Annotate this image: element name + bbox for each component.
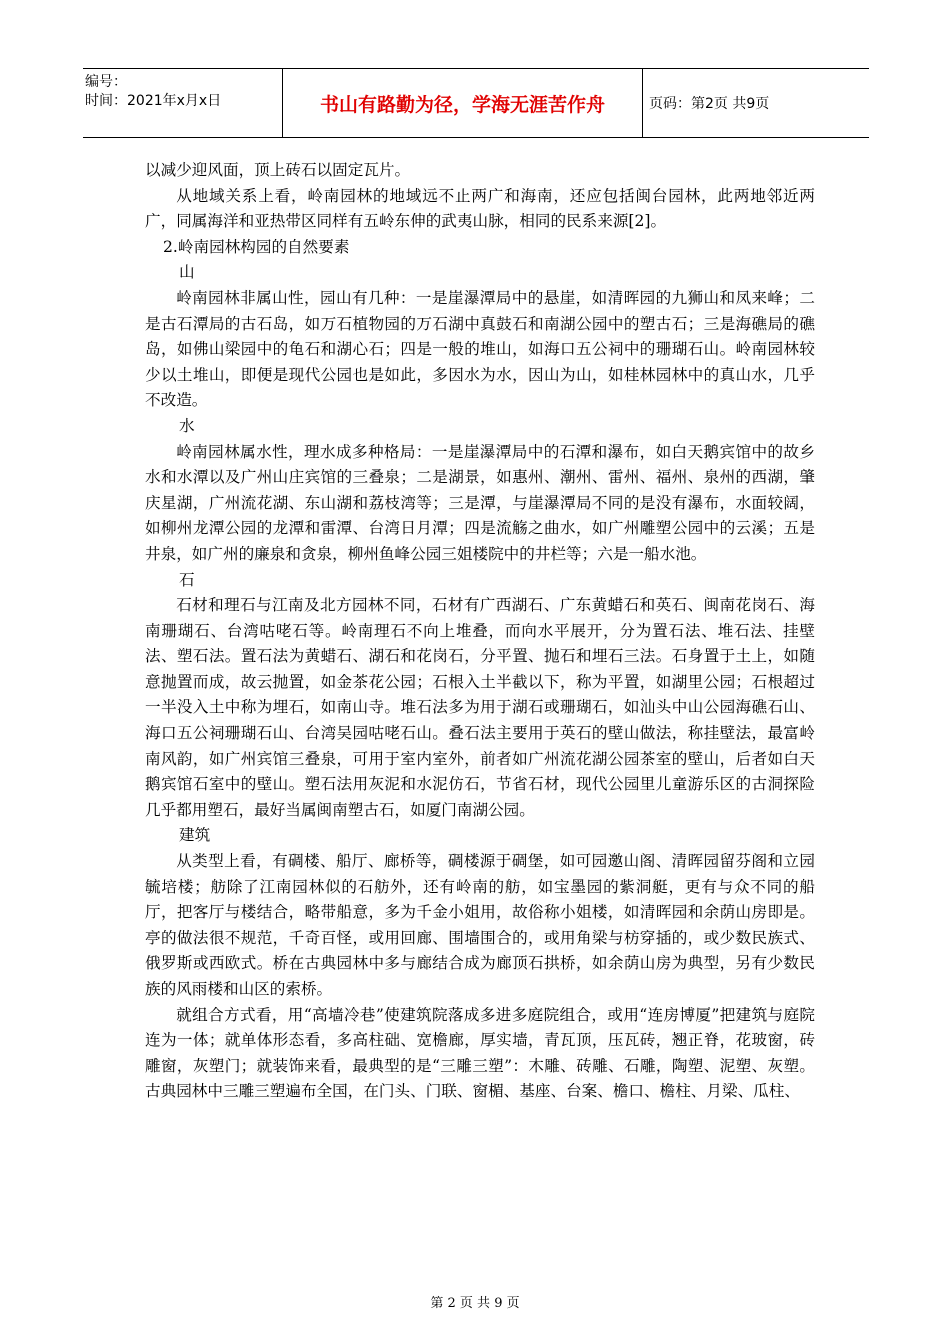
- document-body: [145, 158, 815, 1105]
- paragraph-mountain: 岭南园林非属山性，园山有几种：一是崖瀑潭局中的悬崖，如清晖园的九狮山和凤来峰；二是古石潭局的古石岛，如万石植物园的万石湖中真鼓石和南湖公园中的塑古石；三是海礁局的礁岛，如佛山梁园中的龟石和湖心石；四是一般的堆山，如海口五公祠中的珊瑚石山。岭南园林较少以土堆山，即便是现代公园也是如此，多因水为水，因山为山，如桂林园林中的真山水，几乎不改造。: [145, 288, 815, 410]
- subheading-stone: 石: [179, 570, 195, 589]
- page-header: [83, 68, 869, 138]
- header-meta: [83, 69, 283, 137]
- document-date: 时间：2021年x月x日: [85, 93, 222, 109]
- paragraph-water: 岭南园林属水性，理水成多种格局：一是崖瀑潭局中的石潭和瀑布，如白天鹅宾馆中的故乡水和水潭以及广州山庄宾馆的三叠泉；二是湖景，如惠州、潮州、雷州、福州、泉州的西湖，肇庆星湖，广州流花湖、东山湖和荔枝湾等；三是潭，与崖瀑潭局不同的是没有瀑布，水面较阔，如柳州龙潭公园的龙潭和雷潭、台湾日月潭；四是流觞之曲水，如广州雕塑公园中的云溪；五是井泉，如广州的廉泉和贪泉，柳州鱼峰公园三姐楼院中的井栏等；六是一船水池。: [145, 442, 815, 563]
- paragraph-stone: 石材和理石与江南及北方园林不同，石材有广西湖石、广东黄蜡石和英石、闽南花岗石、海南珊瑚石、台湾咕咾石等。岭南理石不向上堆叠，而向水平展开，分为置石法、堆石法、挂壁法、塑石法。置石法为黄蜡石、湖石和花岗石，分平置、抛石和埋石三法。石身置于土上，如随意抛置而成，故云抛置，如金茶花公园；石根入土半截以下，称为平置，如湖里公园；石根超过一半没入土中称为埋石，如南山寺。堆石法多为用于湖石或珊瑚石，如汕头中山公园海礁石山、海口五公祠珊瑚石山、台湾吴园咕咾石山。叠石法主要用于英石的壁山做法，称挂壁法，最富岭南风韵，如广州宾馆三叠泉，可用于室内室外，前者如广州流花湖公园茶室的壁山，后者如白天鹅宾馆石室中的壁山。塑石法用灰泥和水泥仿石，节省石材，现代公园里儿童游乐区的古洞探险几乎都用塑石，最好当属闽南塑古石，如厦门南湖公园。: [145, 596, 815, 819]
- subheading-water: 水: [179, 416, 195, 435]
- paragraph-combination: 就组合方式看，用“高墙冷巷”使建筑院落成多进多庭院组合，或用“连房博厦”把建筑与庭院连为一体；就单体形态看，多高柱础、宽檐廊，厚实墙，青瓦顶，压瓦砖，翘正脊，花玻窗，砖雕窗，灰塑门；就装饰来看，最典型的是“三雕三塑”：木雕、砖雕、石雕，陶塑、泥塑、灰塑。古典园林中三雕三塑遍布全国，在门头、门联、窗楣、基座、台案、檐口、檐柱、月梁、瓜柱、: [145, 1005, 815, 1101]
- paragraph: 以减少迎风面，顶上砖石以固定瓦片。: [145, 161, 411, 179]
- subheading-mountain: 山: [179, 263, 195, 282]
- paragraph: 从地域关系上看，岭南园林的地域远不止两广和海南，还应包括闽台园林，此两地邻近两广，同属海洋和亚热带区同样有五岭东伸的武夷山脉，相同的民系来源[2]。: [145, 186, 815, 231]
- subheading-building: 建筑: [179, 826, 211, 845]
- header-motto: 书山有路勤为径，学海无涯苦作舟: [283, 69, 643, 137]
- header-page-info: 页码：第2页 共9页: [649, 96, 770, 112]
- paragraph-building: 从类型上看，有碉楼、船厅、廊桥等，碉楼源于碉堡，如可园邀山阁、清晖园留芬阁和立园毓培楼；舫除了江南园林似的石舫外，还有岭南的舫，如宝墨园的紫洞艇，更有与众不同的船厅，把客厅与楼结合，略带船意，多为千金小姐用，故俗称小姐楼，如清晖园和余荫山房即是。亭的做法很不规范，千奇百怪，或用回廊、围墙围合的，或用角梁与枋穿插的，或少数民族式、俄罗斯或西欧式。桥在古典园林中多与廊结合成为廊顶石拱桥，如余荫山房为典型，另有少数民族的风雨楼和山区的索桥。: [145, 852, 815, 998]
- section-heading: 2.岭南园林构园的自然要素: [163, 237, 350, 256]
- document-number: 编号：: [85, 74, 127, 90]
- page-footer: 第 2 页 共 9 页: [430, 1296, 520, 1311]
